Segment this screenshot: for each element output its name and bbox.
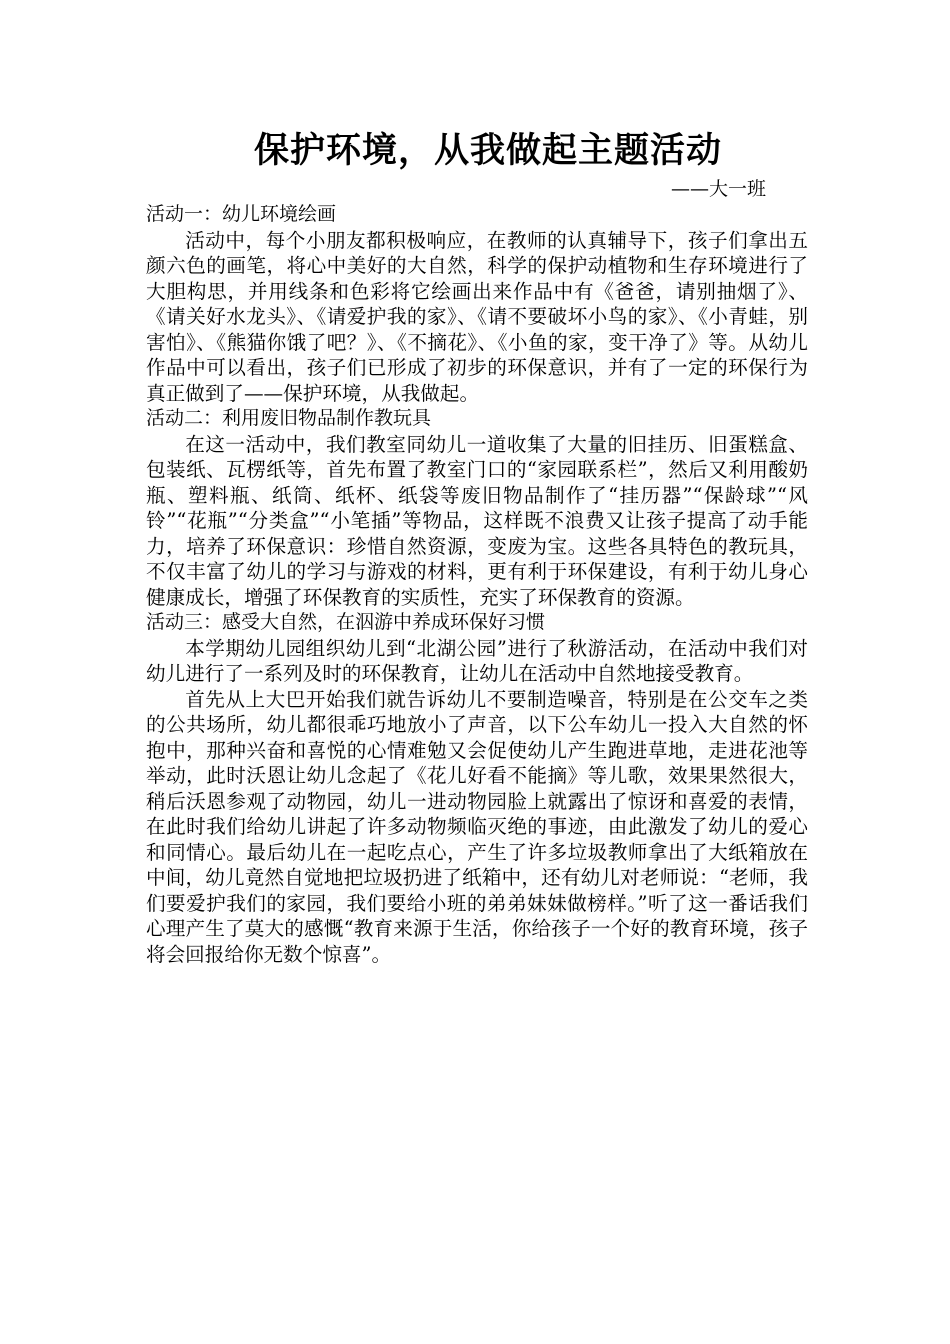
document-page	[146, 126, 808, 967]
document-byline: ——大一班	[670, 178, 766, 200]
section-activity-3	[146, 610, 808, 967]
section-paragraph: 本学期幼儿园组织幼儿到“北湖公园”进行了秋游活动，在活动中我们对幼儿进行了一系列及时的环保教育，让幼儿在活动中自然地接受教育。	[146, 636, 808, 685]
section-activity-1	[146, 202, 808, 406]
section-paragraph: 首先从上大巴开始我们就告诉幼儿不要制造噪音，特别是在公交车之类的公共场所，幼儿都很乖巧地放小了声音，以下公车幼儿一投入大自然的怀抱中，那种兴奋和喜悦的心情难勉又会促使幼儿产生跑进草地，走进花池等举动，此时沃恩让幼儿念起了《花儿好看不能摘》等儿歌，效果果然很大，稍后沃恩参观了动物园，幼儿一进动物园脸上就露出了惊讶和喜爱的表情，在此时我们给幼儿讲起了许多动物频临灭绝的事迹，由此激发了幼儿的爱心和同情心。最后幼儿在一起吃点心，产生了许多垃圾教师拿出了大纸箱放在中间，幼儿竟然自觉地把垃圾扔进了纸箱中，还有幼儿对老师说：“老师，我们要爱护我们的家园，我们要给小班的弟弟妹妹做榜样。”听了这一番话我们心理产生了莫大的感慨“教育来源于生活，你给孩子一个好的教育环境，孩子将会回报给你无数个惊喜”。	[146, 687, 808, 966]
section-heading: 活动一：幼儿环境绘画	[146, 203, 337, 225]
section-activity-2	[146, 406, 808, 610]
section-paragraph: 在这一活动中，我们教室同幼儿一道收集了大量的旧挂历、旧蛋糕盒、包装纸、瓦楞纸等，首先布置了教室门口的“家园联系栏”，然后又利用酸奶瓶、塑料瓶、纸筒、纸杯、纸袋等废旧物品制作了“挂历器”“保龄球”“风铃”“花瓶”“分类盒”“小笔插”等物品，这样既不浪费又让孩子提高了动手能力，培养了环保意识：珍惜自然资源，变废为宝。这些各具特色的教玩具，不仅丰富了幼儿的学习与游戏的材料，更有利于环保建设，有利于幼儿身心健康成长，增强了环保教育的实质性，充实了环保教育的资源。	[146, 432, 808, 609]
section-heading: 活动三：感受大自然，在泅游中养成环保好习惯	[146, 611, 546, 633]
section-paragraph: 活动中，每个小朋友都积极响应，在教师的认真辅导下，孩子们拿出五颜六色的画笔，将心中美好的大自然，科学的保护动植物和生存环境进行了大胆构思，并用线条和色彩将它绘画出来作品中有《爸爸，请别抽烟了》、《请关好水龙头》、《请爱护我的家》、《请不要破坏小鸟的家》、《小青蛙，别害怕》、《熊猫你饿了吧？》、《不摘花》、《小鱼的家，变干净了》等。从幼儿作品中可以看出，孩子们已形成了初步的环保意识，并有了一定的环保行为真正做到了——保护环境，从我做起。	[146, 228, 808, 405]
document-title: 保护环境，从我做起主题活动	[253, 130, 722, 171]
section-heading: 活动二：利用废旧物品制作教玩具	[146, 407, 432, 429]
